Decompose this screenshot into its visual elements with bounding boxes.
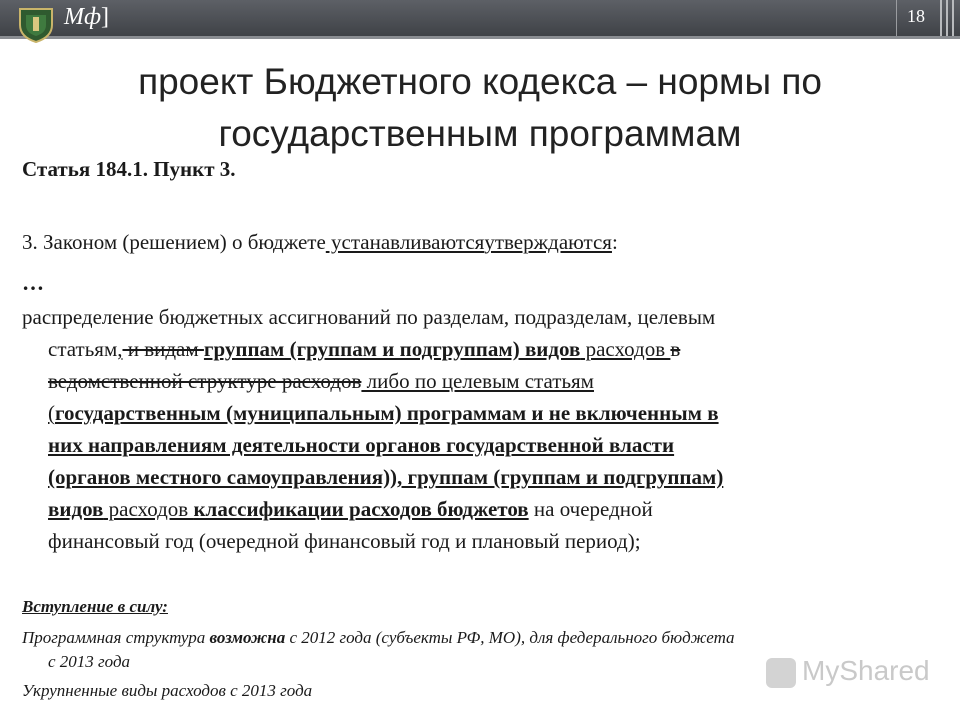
- header-divider: [0, 36, 960, 39]
- slide-title: проект Бюджетного кодекса – нормы по государственным программам: [138, 61, 822, 154]
- point-3-text: 3. Законом (решением) о бюджете устанавливаютсяутверждаются:: [22, 230, 618, 254]
- header-bar: [0, 0, 960, 36]
- slide-number: 18: [896, 0, 935, 36]
- header-stripes: [936, 0, 960, 36]
- inserted-text: утверждаются: [484, 230, 612, 254]
- effective-line-1: Программная структура возможна с 2012 года (субъекты РФ, МО), для федерального бюджета с 2013 года: [22, 628, 735, 671]
- effective-line-2: Укрупненные виды расходов с 2013 года: [22, 681, 313, 700]
- ellipsis: …: [22, 270, 44, 295]
- watermark: MyShared: [802, 655, 930, 686]
- ministry-emblem-icon: [16, 3, 56, 43]
- watermark-icon: [766, 658, 796, 688]
- brand-logo: Мф]: [64, 4, 110, 30]
- amendment-paragraph: распределение бюджетных ассигнований по разделам, подразделам, целевым статьям, и видам группам (группам и подгруппам) видов расходов в ведомственной структуре расходов либо по целевым статьям (государственным (муниципальным) программам и не включенным в них направлениям деятельности органов государственной власти (органов местного самоуправления)), группам (группам и подгруппам) видов расходов классификации расходов бюджетов на очередной финансовый год (очередной финансовый год и плановый период);: [22, 305, 724, 553]
- deleted-text: устанавливаются: [325, 230, 485, 254]
- effective-heading: Вступление в силу:: [22, 597, 168, 616]
- article-heading: Статья 184.1. Пункт 3.: [22, 157, 236, 181]
